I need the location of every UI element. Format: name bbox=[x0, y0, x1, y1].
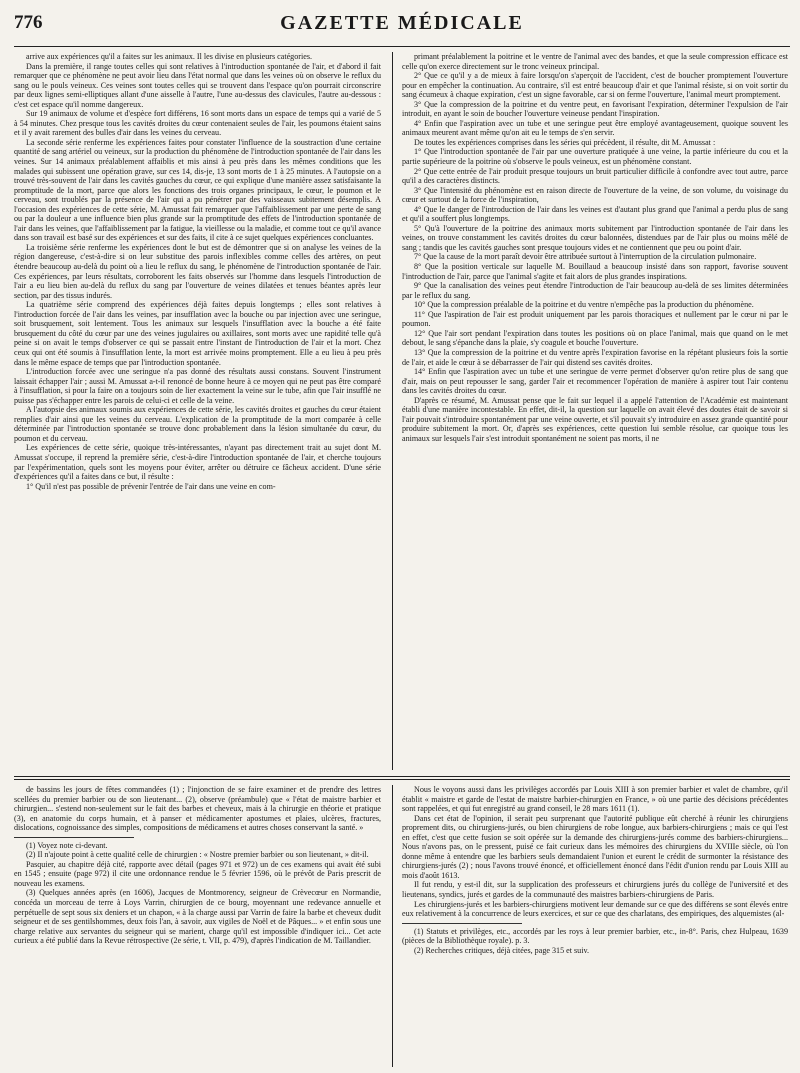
paragraph: Nous le voyons aussi dans les privilèges accordés par Louis XIII à son premier barbier et valet de chambre, qu'il établit « maistre et garde de l'estat de maistre barbier-chirurgien en France, » où une partie des décisions précédentes sont rappelées, et qui fut enregistré au grand conseil, le 28 mars 1611 (1). bbox=[402, 785, 788, 814]
page-number: 776 bbox=[14, 12, 43, 33]
paragraph: D'après ce résumé, M. Amussat pense que le fait sur lequel il a appelé l'attention de l'Académie est maintenant établi d'une manière incontestable. En effet, dit-il, la question sur laquelle on avait élevé des doutes était de savoir si l'air pouvait s'introduire spontanément par une veine ouverte, et s'il pouvait s'y introduire en assez grande quantité pour produire subitement la mort. Or, d'après ses expériences, cette question lui semble résolue, car quoique tous les animaux sur lesquels l'air s'est introduit spontanément ne soient pas morts, il ne bbox=[402, 395, 788, 443]
paragraph: 8° Que la position verticale sur laquelle M. Bouillaud a beaucoup insisté dans son rapport, favorise souvent l'introduction de l'air, parce que l'animal s'agite et fait alors de plus grandes inspirations. bbox=[402, 262, 788, 281]
footnote: (1) Statuts et privilèges, etc., accordés par les roys à leur premier barbier, etc., in-8°. Paris, chez Hulpeau, 1639 (pièces de la Bibliothèque royale). p. 3. bbox=[402, 926, 788, 946]
paragraph: Il fut rendu, y est-il dit, sur la supplication des professeurs et chirurgiens jurés du collège de l'université et des lieutenans, syndics, jurés et gardes de la communauté des maistres barbiers-chirurgiens de Paris. bbox=[402, 880, 788, 900]
lower-left-column bbox=[14, 785, 381, 1067]
paragraph: Dans cet état de l'opinion, il serait peu surprenant que l'autorité publique eût cherché à réunir les chirurgiens proprement dits, ou chirurgiens-jurés, ou bien chirurgiens de robe longue, aux barbiers-chirurgiens ; mais ce qui l'est en effet, c'est que cette fusion se soit opérée sur la demande des chirurgiens-jurés comme des barbiers-chirurgiens... Nous n'avons pas, on le pressent, puisé ce fait curieux dans les mémoires des chirurgiens du XVIIIe siècle, où l'on donne même à entendre que les barbiers seuls demandaient l'union et eurent le crédit de surmonter la résistance des chirurgiens-jurés (2) ; nous l'avons trouvé énoncé, et officiellement énoncé dans l'édit d'union rendu par Louis XIII au mois d'août 1613. bbox=[402, 813, 788, 880]
paragraph: 3° Que la compression de la poitrine et du ventre peut, en favorisant l'expiration, déterminer l'expulsion de l'air introduit, en ayant le soin de boucher l'ouverture veineuse pendant l'inspiration. bbox=[402, 99, 788, 119]
paragraph: L'introduction forcée avec une seringue n'a pas donné des résultats aussi constans. Souvent l'instrument laissait échapper l'air ; aussi M. Amussat a-t-il renoncé de bonne heure à ce moyen qui ne peut pas être comparé à l'insufflation, si pour la faire on a toujours soin de lier exactement la veine sur le tube, afin que l'air insufflé ne puisse pas s'échapper entre les parois de celui-ci et celle de la veine. bbox=[14, 367, 381, 405]
upper-left-column bbox=[14, 52, 381, 770]
paragraph: 12° Que l'air sort pendant l'expiration dans toutes les positions où on place l'animal, mais que quand on le met debout, le sang s'épanche dans la plaie, s'y coagule et bouche l'ouverture. bbox=[402, 328, 788, 348]
paragraph: 4° Enfin que l'aspiration avec un tube et une seringue peut être employé avantageusement, quoique souvent les animaux meurent avant même qu'on ait eu le temps de s'en servir. bbox=[402, 118, 788, 138]
paragraph: 2° Que ce qu'il y a de mieux à faire lorsqu'on s'aperçoit de l'accident, c'est de boucher promptement l'ouverture pour en empêcher la continuation. Au contraire, s'il est entré beaucoup d'air et que l'animal résiste, si on voit sortir du sang écumeux à chaque expiration, c'est un signe favorable, car si on ferme l'ouverture, l'animal meurt promptement. bbox=[402, 71, 788, 100]
paragraph: La seconde série renferme les expériences faites pour constater l'influence de la soustraction d'une certaine quantité de sang artériel ou veineux, sur la production du phénomène de l'introduction spontanée de l'air dans les veines. Sur 14 animaux préalablement affaiblis et mis ainsi à peu près dans les mêmes conditions que les malades qui subissent une opération grave, sur ces 14, dis-je, 13 sont morts de 1 à 25 minutes. A l'autopsie on a trouvé très-souvent de l'air dans les cavités gauches du cœur, ce qui explique d'une manière assez satisfaisante la promptitude de la mort, parce que alors les fonctions des trois organes principaux, le cœur, le poumon et le cerveau, sont troublés par la présence de l'air qui a pu pénétrer par des vaisseaux subitement désemplis. A l'occasion des expériences de cette série, M. Amussat fait remarquer que l'affaiblissement par une perte de sang ou par la douleur a une influence bien plus grande sur la promptitude des effets de l'introduction spontanée de l'air dans les veines, que l'affaiblissement par la fatigue, la vieillesse ou la maladie, et comme tout ce qu'il avance dans son travail est basé sur des expériences et sur des faits, il cite à ce sujet quelques expériences concluantes. bbox=[14, 137, 381, 243]
lower-right-column bbox=[402, 785, 788, 1067]
section-rule-double bbox=[14, 779, 790, 780]
header-rule bbox=[14, 46, 790, 47]
paragraph: Les expériences de cette série, quoique très-intéressantes, n'ayant pas directement trait au sujet dont M. Amussat s'occupe, il reprend la première série, c'est-à-dire l'introduction spontanée de l'air, et cherche toujours par l'expérimentation, quels sont les moyens pour éviter, arrêter ou détruire ce fâcheux accident. D'une série d'expériences qu'il a faites dans ce but, il résulte : bbox=[14, 443, 381, 482]
masthead-title: GAZETTE MÉDICALE bbox=[280, 12, 524, 34]
footnote-rule bbox=[14, 837, 134, 838]
paragraph: Dans la première, il range toutes celles qui sont relatives à l'introduction spontanée de l'air, et d'abord il fait remarquer que ce phénomène ne peut avoir lieu dans l'état normal que dans les veines où on observe le reflux du sang ou le pouls veineux. Ces veines sont toutes celles qui se trouvent dans l'espace qu'on pourrait circonscrire par deux lignes semi-elliptiques allant d'une aisselle à l'autre, l'une au-dessus des clavicules, l'autre au-dessous : c'est cet espace qu'il nomme dangereux. bbox=[14, 61, 381, 109]
column-divider bbox=[392, 52, 393, 770]
paragraph: 4° Que le danger de l'introduction de l'air dans les veines est d'autant plus grand que l'animal a perdu plus de sang et qu'il a souffert plus longtemps. bbox=[402, 204, 788, 224]
paragraph: De toutes les expériences comprises dans les séries qui précèdent, il résulte, dit M. Amussat : bbox=[414, 137, 716, 147]
paragraph: 7° Que la cause de la mort paraît devoir être attribuée surtout à l'interruption de la circulation pulmonaire. bbox=[414, 252, 757, 262]
paragraph: La troisième série renferme les expériences dont le but est de démontrer que si on analyse les veines de la région dangereuse, c'est-à-dire si on leur substitue des parois inflexibles comme celles des artères, on peut étendre beaucoup au-delà du point où a lieu le reflux du sang, le phénomène de l'introduction spontanée de l'air. Ces expériences, par leurs résultats, corroborent les faits observés sur l'homme dans lesquels l'introduction de l'air a eu lieu bien au-delà du reflux du sang par l'ouverture de veines dilatées et tenues béantes après leur section, par des tissus indurés. bbox=[14, 242, 381, 300]
footnote: (3) Quelques années après (en 1606), Jacques de Montmorency, seigneur de Crèvecœur en Normandie, concéda un morceau de terre à Loys Varrin, chirurgien de ce bourg, moyennant une redevance annuelle et perpétuelle de sept sous six deniers et un chapon, « à la charge aussi par Varrin de faire la barbe et cheveux dudit seigneur et de ses gentilshommes, deux fois l'an, à savoir, aux vigiles de Noël et de Pâques... » et enfin sous une charge relative aux servantes du seigneur qui se marient, charge qu'il est impossible d'indiquer ici... Cet acte curieux a été publié dans la Revue rétrospective (2e série, t. VII, p. 479), d'après l'indication de M. Taillandier. bbox=[14, 888, 381, 946]
footnote: (1) Voyez note ci-devant. bbox=[26, 840, 108, 850]
section-rule bbox=[14, 776, 790, 777]
paragraph: Sur 19 animaux de volume et d'espèce fort différens, 16 sont morts dans un espace de temps qui a varié de 5 à 54 minutes. Chez presque tous les cavités droites du cœur contenaient seules de l'air, les poumons étaient sains et il y avait rarement des bulles d'air dans les veines du cerveau. bbox=[14, 109, 381, 138]
paragraph: 3° Que l'intensité du phénomène est en raison directe de l'ouverture de la veine, de son volume, du voisinage du cœur et surtout de la force de l'inspiration, bbox=[402, 185, 788, 205]
paragraph: 2° Que cette entrée de l'air produit presque toujours un bruit particulier difficile à confondre avec tout autre, parce qu'il a des caractères distincts. bbox=[402, 166, 788, 186]
footnote: (2) Il n'ajoute point à cette qualité celle de chirurgien : « Nostre premier barbier ou son lieutenant, » dit-il. bbox=[26, 850, 369, 860]
footnote-rule bbox=[402, 923, 522, 924]
paragraph: 14° Enfin que l'aspiration avec un tube et une seringue de verre permet d'observer qu'on retire plus de sang que d'air, mais on peut repousser le sang, garder l'air et recommencer l'opération de manière à aspirer tout l'air contenu dans les cavités droites du cœur. bbox=[402, 367, 788, 396]
paragraph: primant préalablement la poitrine et le ventre de l'animal avec des bandes, et que la seule compression efficace est celle qu'on exerce directement sur le tronc veineux principal. bbox=[402, 52, 788, 71]
paragraph: A l'autopsie des animaux soumis aux expériences de cette série, les cavités droites et gauches du cœur étaient remplies d'air ainsi que les veines du cerveau. L'explication de la promptitude de la mort comparée à celle déterminée par l'introduction spontanée se trouve donc probablement dans la lésion simultanée du cœur, du poumon et du cerveau. bbox=[14, 405, 381, 443]
paragraph: 11° Que l'aspiration de l'air est produit uniquement par les parois thoraciques et nullement par le cœur ni par le poumon. bbox=[402, 309, 788, 329]
paragraph: 5° Qu'à l'ouverture de la poitrine des animaux morts subitement par l'introduction spontanée de l'air dans les veines, on trouve constamment les cavités droites du cœur balonnées, distendues par de l'air plus ou moins mêlé de sang ; tandis que les cavités gauches sont presque toujours vides et ne contiennent que peu ou point d'air. bbox=[402, 223, 788, 252]
paragraph: La quatrième série comprend des expériences déjà faites depuis longtemps ; elles sont relatives à l'introduction forcée de l'air dans les veines, par insufflation avec la bouche ou par injection avec une seringue, soit brusquement, soit lentement. Tous les animaux sur lesquels l'insufflation avec la bouche a été faite brusquement du côté du cœur par une des veines jugulaires ou axillaires, sont morts avec une rapidité telle qu'à peine si on avait le temps d'observer ce qui se passait entre l'instant de l'introduction de l'air et la mort. Chez ceux qui ont été soumis à l'insufflation lente, la mort est arrivée moins promptement. Elle a eu lieu à peu près dans le même espace de temps que par l'introduction spontanée. bbox=[14, 300, 381, 367]
page-header bbox=[14, 10, 790, 44]
paragraph: de bassins les jours de fêtes commandées (1) ; l'injonction de se faire examiner et de prendre des lettres scellées du premier barbier ou de son lieutenant... (2), observe (préambule) que « l'état de maistre barbier et chirurgien... s'estend non-seulement sur le fait des barbes et cheveux, mais à la chirurgie en théorie et pratique (3), en anatomie du corps humain, et à panser et médicamenter apostumes et plaies, ulcères, fractures, dislocations, cognoissance des simples, compositions de médicamens et autres choses conservant la santé. » bbox=[14, 785, 381, 833]
paragraph: 1° Que l'introduction spontanée de l'air par une ouverture pratiquée à une veine, la partie inférieure du cou et la partie supérieure de la poitrine où s'observe le pouls veineux, est un phénomène constant. bbox=[402, 147, 788, 167]
paragraph: Les chirurgiens-jurés et les barbiers-chirurgiens motivent leur demande sur ce que des différens se sont élevés entre eux relativement à la concurrence de leurs exercices, et sur ce que des charlatans, des empiriques, des alquemistes (al- bbox=[402, 899, 788, 919]
footnote: (2) Recherches critiques, déjà citées, page 315 et suiv. bbox=[414, 945, 589, 955]
footnote: Pasquier, au chapitre déjà cité, rapporte avec détail (pages 971 et 972) un de ces examens qui avait été subi en 1545 ; ensuite (page 972) il cite une ordonnance rendue le 5 février 1596, où le prévôt de Paris prescrit de nouveau les examens. bbox=[14, 859, 381, 888]
paragraph: 13° Que la compression de la poitrine et du ventre après l'expiration favorise en la répétant plusieurs fois la sortie de l'air, et aide le cœur à se débarrasser de l'air qui distend ses cavités droites. bbox=[402, 347, 788, 367]
paragraph: arrive aux expériences qu'il a faites sur les animaux. Il les divise en plusieurs catégories. bbox=[26, 52, 312, 61]
paragraph: 9° Que la canalisation des veines peut étendre l'introduction de l'air beaucoup au-delà de ses limites déterminées par le reflux du sang. bbox=[402, 281, 788, 300]
upper-right-column bbox=[402, 52, 788, 770]
paragraph: 1° Qu'il n'est pas possible de prévenir l'entrée de l'air dans une veine en com- bbox=[26, 481, 276, 491]
paragraph: 10° Que la compression préalable de la poitrine et du ventre n'empêche pas la production du phénomène. bbox=[414, 300, 754, 310]
lower-column-divider bbox=[392, 785, 393, 1067]
